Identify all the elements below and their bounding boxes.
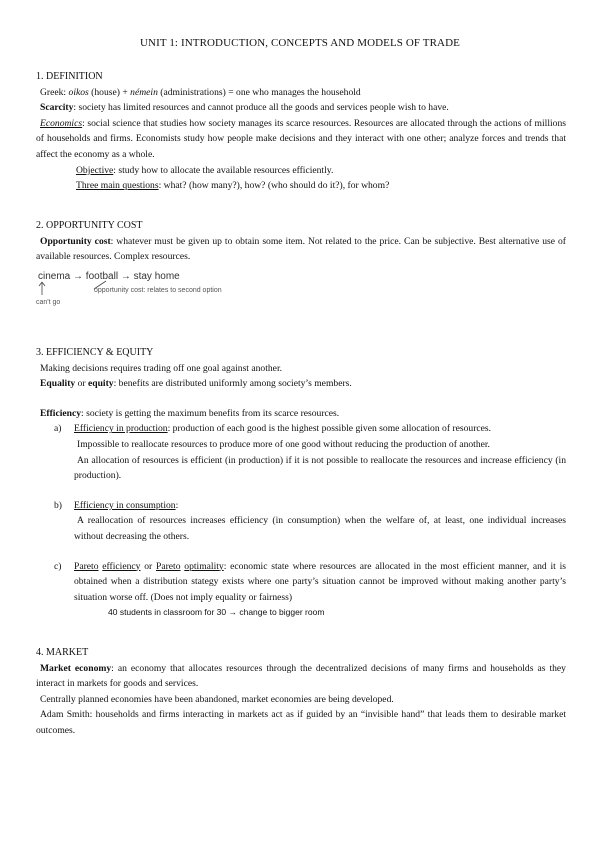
section-definition [36,69,566,194]
greek-etymology: Greek: oikos (house) + némein (administrations) = one who manages the household [40,86,361,98]
main-questions-line: Three main questions: what? (how many?), how? (who should do it?), for whom? [76,180,390,192]
tradeoff-intro: Making decisions requires trading off one goal against another. [40,362,283,374]
list-item-pareto: c) Pareto efficiency or Pareto optimality: economic state where resources are allocated in the most efficient manner, and it is obtained when a distribution stategy exists where one party’s situation cannot be improved without making another party’s situation worse off. (Does not imply equality or fairness) 40 students in classroom for 30 → change to bigger room [36,559,566,621]
section-efficiency-equity [36,345,566,621]
sketch-cant-go: can't go [36,298,61,306]
pareto-example: 40 students in classroom for 30 → change to bigger room [108,607,325,618]
page-title: UNIT 1: INTRODUCTION, CONCEPTS AND MODELS OF TRADE [140,37,460,49]
list-marker: c) [54,560,62,572]
sketch-options: cinema → football → stay home [38,270,180,282]
section-heading: 4. MARKET [36,647,89,658]
scarcity-definition: Scarcity: society has limited resources and cannot produce all the goods and services people wish to have. [40,102,449,114]
section-heading: 2. OPPORTUNITY COST [36,220,143,231]
opportunity-cost-definition: Opportunity cost: whatever must be given up to obtain some item. Not related to the price. Can be subjective. Best alternative use of available resources. Complex resources. [36,235,566,263]
market-economy-definition: Market economy: an economy that allocates resources through the decentralized decisions of many firms and households as they interact in markets for goods and services. [36,662,566,690]
sketch-note: opportunity cost: relates to second option [94,286,222,294]
list-item-production: a) Efficiency in production: production of each good is the highest possible given some allocation of resources. Impossible to reallocate resources to produce more of one good without reducing the production of another. An allocation of resources is efficient (in production) if it is not possible to reallocate the resources and increase efficiency (in production). [54,423,566,482]
section-heading: 3. EFFICIENCY & EQUITY [36,347,154,358]
list-marker: a) [54,423,62,435]
section-heading: 1. DEFINITION [36,71,103,82]
section-market [36,645,566,739]
planned-economies-line: Centrally planned economies have been abandoned, market economies are being developed. [40,693,394,705]
handwritten-sketch [36,269,566,305]
list-item-consumption: b) Efficiency in consumption: A reallocation of resources increases efficiency (in consumption) when the welfare of, at least, one individual increases without decreasing the others. [54,499,566,542]
list-marker: b) [54,499,62,511]
adam-smith-line: Adam Smith: households and firms interacting in markets act as if guided by an “invisible hand” that leads them to desirable market outcomes. [36,709,566,736]
economics-definition: Economics: social science that studies how society manages its scarce resources. Resources are allocated through the actions of millions of households and firms. Economists study how people make decisions and they interact with one other; analyze forces and trends that affect the economy as a whole. [36,117,566,160]
equity-definition: Equality or equity: benefits are distributed uniformly among society’s members. [40,378,352,390]
objective-line: Objective: study how to allocate the available resources efficiently. [76,164,334,176]
efficiency-definition: Efficiency: society is getting the maximum benefits from its scarce resources. [40,407,340,419]
section-opportunity-cost [36,218,566,305]
